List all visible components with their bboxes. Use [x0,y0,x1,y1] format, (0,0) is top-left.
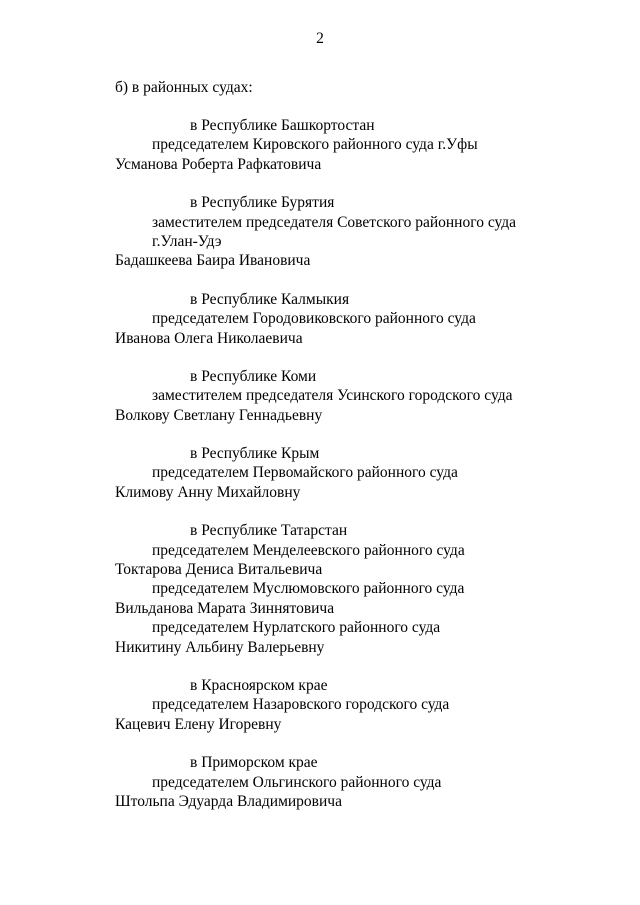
region-block [0,676,640,734]
position-line: заместителем председателя Советского районного суда [152,213,517,231]
appointee-name: Бадашкеева Баира Ивановича [115,252,311,270]
position-line: председателем Первомайского районного суда [152,464,458,482]
region-block [0,444,640,502]
position-line: заместителем председателя Усинского городского суда [152,387,513,405]
position-line: председателем Муслюмовского районного суда [152,580,465,598]
appointee-name: Климову Анну Михайловну [115,483,301,501]
position-line: председателем Ольгинского районного суда [152,773,442,791]
region-block [0,367,640,425]
region-block [0,753,640,811]
appointee-name: Волкову Светлану Геннадьевну [115,406,323,424]
region-heading: в Республике Крым [190,445,320,463]
position-line: председателем Нурлатского районного суда [152,619,441,637]
appointee-name: Никитину Альбину Валерьевну [115,638,325,656]
section-heading: б) в районных судах: [115,79,253,96]
region-heading: в Республике Татарстан [190,522,348,540]
position-line: председателем Городовиковского районного суда [152,310,476,328]
region-heading: в Красноярском крае [190,676,328,694]
region-heading: в Республике Бурятия [190,194,335,212]
position-line: председателем Назаровского городского суда [152,696,450,714]
appointee-name: Токтарова Дениса Витальевича [115,561,323,579]
appointments-list [0,116,640,830]
appointee-name: Вильданова Марата Зиннятовича [115,599,335,617]
region-block [0,193,640,271]
region-heading: в Республике Коми [190,367,317,385]
position-line: председателем Менделеевского районного суда [152,541,465,559]
page-number: 2 [316,30,324,47]
appointee-name: Штольпа Эдуарда Владимировича [115,792,342,810]
region-block [0,116,640,174]
position-line: председателем Кировского районного суда г.Уфы [152,136,478,154]
region-heading: в Республике Калмыкия [190,290,350,308]
region-block [0,290,640,348]
region-heading: в Республике Башкортостан [190,117,375,134]
appointee-name: Усманова Роберта Рафкатовича [115,155,322,173]
region-heading: в Приморском крае [190,754,318,772]
appointee-name: Кацевич Елену Игоревну [115,715,282,733]
appointee-name: Иванова Олега Николаевича [115,329,303,347]
region-block [0,521,640,657]
position-line: г.Улан-Удэ [152,232,222,250]
